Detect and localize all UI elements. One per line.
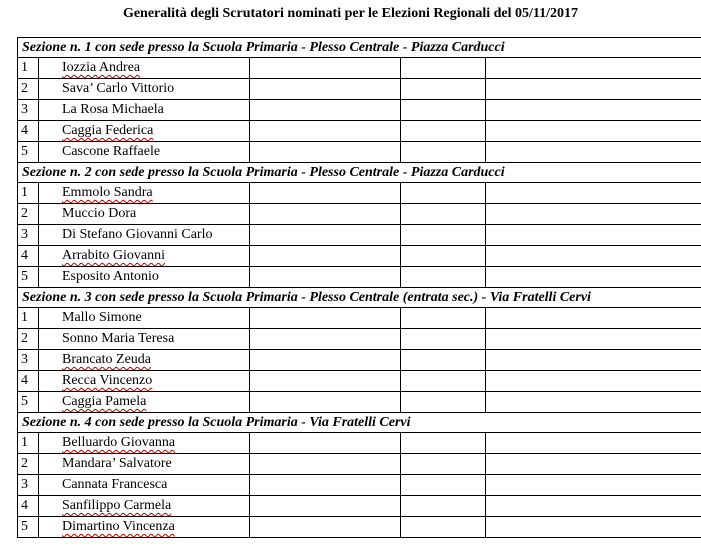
document-title: Generalità degli Scrutatori nominati per le Elezioni Regionali del 05/11/2017 <box>122 6 579 21</box>
empty-cell <box>486 350 701 371</box>
name-text: Mandara’ Salvatore <box>62 456 172 471</box>
section-heading: Sezione n. 1 con sede presso la Scuola Primaria - Plesso Centrale - Piazza Carducci <box>18 38 701 58</box>
scrutatore-name <box>39 496 250 517</box>
table-row <box>18 58 701 79</box>
scrutatore-name <box>39 225 250 246</box>
name-text: Caggia Pamela <box>62 394 147 409</box>
empty-cell <box>401 79 486 100</box>
empty-cell <box>401 308 486 329</box>
empty-cell <box>250 79 401 100</box>
empty-cell <box>486 454 701 475</box>
table-row <box>18 496 701 517</box>
scrutatore-name <box>39 204 250 225</box>
empty-cell <box>250 267 401 288</box>
row-number: 2 <box>18 454 39 475</box>
empty-cell <box>250 517 401 538</box>
scrutatore-name <box>39 142 250 163</box>
scrutatore-name <box>39 308 250 329</box>
row-number: 3 <box>18 100 39 121</box>
empty-cell <box>401 267 486 288</box>
scrutatore-name <box>39 392 250 413</box>
row-number: 2 <box>18 79 39 100</box>
name-text: Arrabito Giovanni <box>62 248 166 263</box>
empty-cell <box>401 496 486 517</box>
empty-cell <box>486 267 701 288</box>
empty-cell <box>401 454 486 475</box>
table-row <box>18 225 701 246</box>
table-row <box>18 142 701 163</box>
empty-cell <box>250 225 401 246</box>
name-text: Iozzia Andrea <box>62 60 141 75</box>
empty-cell <box>486 308 701 329</box>
empty-cell <box>250 246 401 267</box>
row-number: 5 <box>18 267 39 288</box>
section-heading: Sezione n. 3 con sede presso la Scuola Primaria - Plesso Centrale (entrata sec.) - Via Fratelli Cervi <box>18 288 701 308</box>
row-number: 4 <box>18 371 39 392</box>
name-text: Muccio Dora <box>62 206 137 221</box>
table-row <box>18 517 701 538</box>
scrutatore-name <box>39 58 250 79</box>
row-number: 2 <box>18 329 39 350</box>
empty-cell <box>250 496 401 517</box>
empty-cell <box>250 329 401 350</box>
scrutatore-name <box>39 517 250 538</box>
empty-cell <box>486 392 701 413</box>
empty-cell <box>250 204 401 225</box>
section-heading: Sezione n. 4 con sede presso la Scuola Primaria - Via Fratelli Cervi <box>18 413 701 433</box>
scrutatore-name <box>39 433 250 454</box>
empty-cell <box>401 246 486 267</box>
empty-cell <box>250 100 401 121</box>
scrutatori-table <box>17 37 701 538</box>
empty-cell <box>401 350 486 371</box>
scrutatore-name <box>39 329 250 350</box>
empty-cell <box>250 58 401 79</box>
name-text: Emmolo Sandra <box>62 185 153 200</box>
empty-cell <box>250 142 401 163</box>
empty-cell <box>250 350 401 371</box>
empty-cell <box>401 183 486 204</box>
table-row <box>18 433 701 454</box>
row-number: 1 <box>18 308 39 329</box>
row-number: 4 <box>18 246 39 267</box>
name-text: Brancato Zeuda <box>62 352 152 367</box>
empty-cell <box>250 183 401 204</box>
scrutatore-name <box>39 121 250 142</box>
scrutatore-name <box>39 183 250 204</box>
empty-cell <box>401 225 486 246</box>
row-number: 5 <box>18 517 39 538</box>
empty-cell <box>250 121 401 142</box>
table-row <box>18 100 701 121</box>
scrutatore-name <box>39 246 250 267</box>
section-header <box>18 288 701 308</box>
section-header <box>18 163 701 183</box>
name-text: Esposito Antonio <box>62 269 159 284</box>
table-row <box>18 267 701 288</box>
scrutatore-name <box>39 100 250 121</box>
scrutatore-name <box>39 350 250 371</box>
row-number: 1 <box>18 183 39 204</box>
name-text: Cannata Francesca <box>62 477 168 492</box>
name-text: Di Stefano Giovanni Carlo <box>62 227 213 242</box>
row-number: 1 <box>18 58 39 79</box>
name-text: Recca Vincenzo <box>62 373 153 388</box>
name-text: Sava’ Carlo Vittorio <box>62 81 175 96</box>
empty-cell <box>401 517 486 538</box>
name-text: Cascone Raffaele <box>62 144 161 159</box>
scrutatore-name <box>39 79 250 100</box>
table-row <box>18 204 701 225</box>
name-text: La Rosa Michaela <box>62 102 164 117</box>
section-heading: Sezione n. 2 con sede presso la Scuola Primaria - Plesso Centrale - Piazza Carducci <box>18 163 701 183</box>
row-number: 4 <box>18 496 39 517</box>
table-row <box>18 454 701 475</box>
empty-cell <box>486 371 701 392</box>
row-number: 5 <box>18 392 39 413</box>
table-row <box>18 121 701 142</box>
empty-cell <box>486 100 701 121</box>
empty-cell <box>486 142 701 163</box>
scrutatore-name <box>39 454 250 475</box>
empty-cell <box>401 58 486 79</box>
empty-cell <box>486 79 701 100</box>
scrutatore-name <box>39 267 250 288</box>
name-text: Belluardo Giovanna <box>62 435 176 450</box>
empty-cell <box>486 58 701 79</box>
table-row <box>18 392 701 413</box>
name-text: Caggia Federica <box>62 123 154 138</box>
empty-cell <box>486 204 701 225</box>
empty-cell <box>250 371 401 392</box>
row-number: 4 <box>18 121 39 142</box>
empty-cell <box>486 246 701 267</box>
scrutatore-name <box>39 371 250 392</box>
empty-cell <box>250 454 401 475</box>
empty-cell <box>486 475 701 496</box>
empty-cell <box>401 433 486 454</box>
row-number: 2 <box>18 204 39 225</box>
empty-cell <box>486 225 701 246</box>
empty-cell <box>486 496 701 517</box>
name-text: Dimartino Vincenza <box>62 519 175 534</box>
empty-cell <box>486 329 701 350</box>
table-row <box>18 329 701 350</box>
empty-cell <box>250 475 401 496</box>
table-row <box>18 371 701 392</box>
empty-cell <box>401 475 486 496</box>
table-row <box>18 475 701 496</box>
row-number: 3 <box>18 475 39 496</box>
empty-cell <box>401 142 486 163</box>
empty-cell <box>401 121 486 142</box>
empty-cell <box>250 433 401 454</box>
empty-cell <box>401 371 486 392</box>
empty-cell <box>486 517 701 538</box>
empty-cell <box>401 392 486 413</box>
name-text: Mallo Simone <box>62 310 142 325</box>
table-row <box>18 183 701 204</box>
empty-cell <box>486 183 701 204</box>
scrutatore-name <box>39 475 250 496</box>
row-number: 3 <box>18 225 39 246</box>
empty-cell <box>486 121 701 142</box>
empty-cell <box>250 308 401 329</box>
row-number: 3 <box>18 350 39 371</box>
empty-cell <box>401 329 486 350</box>
name-text: Sonno Maria Teresa <box>62 331 175 346</box>
name-text: Sanfilippo Carmela <box>62 498 172 513</box>
empty-cell <box>401 204 486 225</box>
table-row <box>18 79 701 100</box>
section-header <box>18 38 701 58</box>
section-header <box>18 413 701 433</box>
row-number: 5 <box>18 142 39 163</box>
table-row <box>18 350 701 371</box>
row-number: 1 <box>18 433 39 454</box>
empty-cell <box>401 100 486 121</box>
empty-cell <box>250 392 401 413</box>
table-row <box>18 246 701 267</box>
table-row <box>18 308 701 329</box>
empty-cell <box>486 433 701 454</box>
